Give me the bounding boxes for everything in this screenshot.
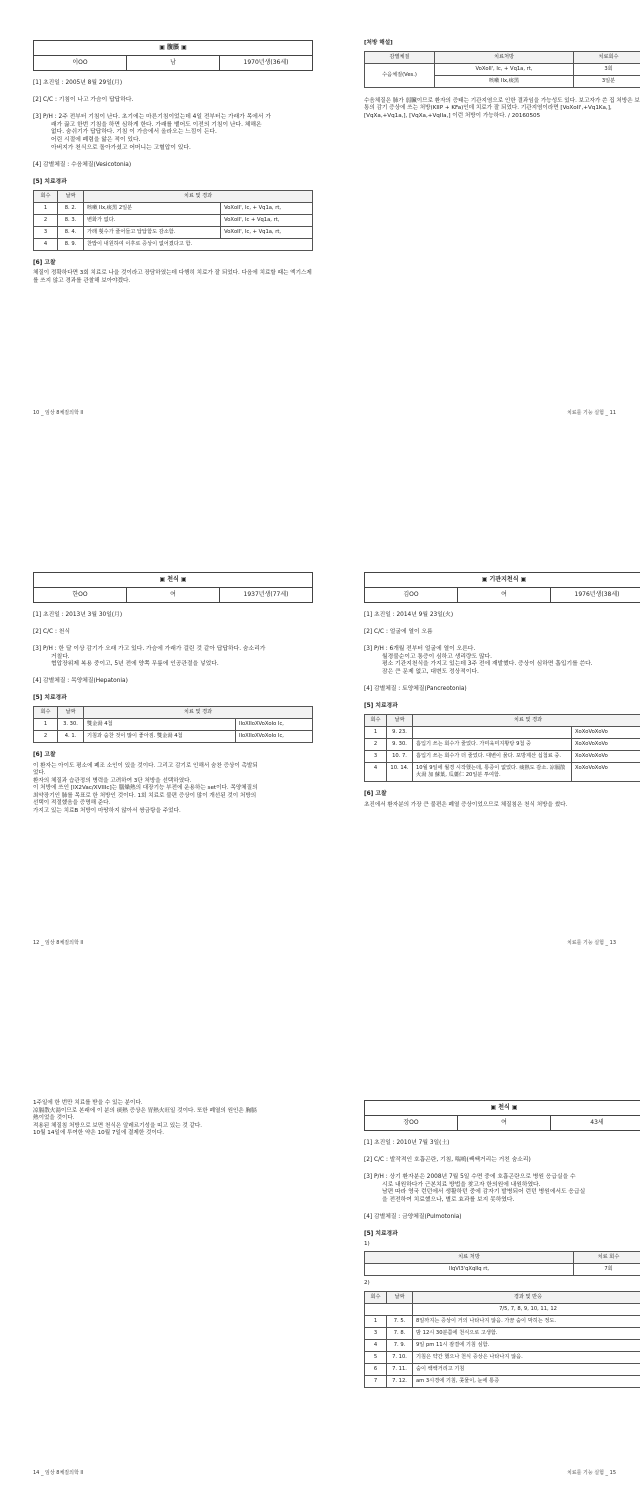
- cell: 4: [34, 238, 58, 250]
- table-row: [365, 738, 640, 750]
- treatment-heading: [5] 치료경과: [33, 178, 67, 185]
- page-14: [33, 1100, 313, 1138]
- page-footer: 치료를 기능 실험 _ 11: [566, 410, 616, 416]
- cell: 9일 pm 11시 잠결에 기침 심함.: [413, 1339, 640, 1351]
- treatment-table: [364, 714, 640, 782]
- cell: 咳嗽 IIx,痰黑 2일분: [84, 202, 221, 214]
- discussion-text: 체질이 정확하다면 3회 치료로 나을 것이라고 장담하였는데 다행히 치료가 잘 되었다. 다음에 치료할 때는 엑기스제를 쓰지 않고 경과를 관찰해 보아야겠다.: [33, 270, 312, 284]
- table-row: [365, 762, 640, 781]
- cell: 7. 11.: [387, 1363, 413, 1375]
- history-line: 잠은 큰 문제 없고, 대변도 정상적이다.: [382, 669, 479, 676]
- table-row: [365, 63, 640, 75]
- table-row: [365, 1315, 640, 1327]
- cell: 3회: [574, 63, 640, 75]
- subsection-label: 2): [364, 1280, 370, 1287]
- cell: 1: [365, 726, 387, 738]
- history: [364, 646, 640, 677]
- cell: 8. 4.: [58, 226, 84, 238]
- cell: 7: [365, 1375, 387, 1387]
- discussion-heading: [6] 고찰: [33, 751, 56, 758]
- table-header: 치료 및 경과: [84, 706, 313, 718]
- cell: 3. 30.: [58, 718, 84, 730]
- table-row: [365, 750, 640, 762]
- case-title: ▣ 기관지천식 ▣: [365, 573, 640, 588]
- history-line: [3] P/H : 한 달 이상 감기가 오래 가고 있다. 가슴에 가래가 걸린 것 같아 답답하다. 숨소리가: [33, 645, 266, 652]
- first-visit: [1] 초진일 : 2010년 7월 3일(土): [364, 1140, 450, 1147]
- table-header: 치료 처방: [365, 1252, 574, 1264]
- table-header: 회수: [34, 190, 58, 202]
- discussion-heading: [6] 고찰: [33, 259, 56, 266]
- page-12: [33, 572, 313, 816]
- patient-sex: 여: [458, 1116, 551, 1130]
- cell: 雙金湯 4첩: [84, 718, 236, 730]
- patient-sex: 남: [127, 56, 220, 70]
- cell: 8. 9.: [58, 238, 84, 250]
- cell: VoXoII', Ic, + Vq1a, rt,: [221, 226, 313, 238]
- patient-birth: 1976년생(38세): [574, 591, 620, 599]
- cell: 9. 23.: [387, 726, 413, 738]
- cell: 7회: [574, 1264, 640, 1276]
- discussion-line: 환자의 체질과 습관정의 병력을 고려하여 3단 처방을 선택하였다.: [33, 777, 192, 784]
- cell: 기침은 약간 했으나 천식 증상은 나타나지 않음.: [413, 1351, 640, 1363]
- history-line: 협압장위제 복용 중이고, 5년 전에 양쪽 무릎에 인공관절을 넣었다.: [51, 661, 219, 668]
- table-header: 날짜: [387, 1291, 413, 1303]
- text-line: 10월 14일에 투여한 약은 10월 7일에 결제한 것이다.: [33, 1130, 164, 1137]
- cell: 가래 횟수가 줄어들고 답답함도 감소함.: [84, 226, 221, 238]
- cell: 3: [365, 750, 387, 762]
- table-row: [34, 214, 313, 226]
- page-15: [364, 1100, 640, 1388]
- patient-sex: 여: [127, 588, 220, 602]
- page-footer: 12 _ 임상 8체질의학 II: [33, 940, 84, 946]
- table-row: [365, 726, 640, 738]
- table-header: 날짜: [58, 706, 84, 718]
- page-footer: 14 _ 임상 8체질의학 II: [33, 1470, 84, 1476]
- first-visit: [1] 초진일 : 2014년 9월 23일(火): [364, 612, 454, 619]
- patient-name: 이OO: [34, 56, 127, 70]
- cell: 10. 14.: [387, 762, 413, 781]
- cell: VoXoII', Ic, + Vq1a, rt,: [221, 202, 313, 214]
- table-row: [34, 202, 313, 214]
- cell: VoXoII', Ic + Vq1a, rt,: [221, 214, 313, 226]
- cell: 7/5, 7, 8, 9, 10, 11, 12: [413, 1303, 640, 1315]
- case-header: [33, 572, 313, 603]
- treatment-heading: [5] 치료경과: [364, 1230, 398, 1237]
- cell: 기침과 숨찬 것이 많이 좋아짐. 雙金湯 4첩: [84, 730, 236, 742]
- cell: 흡입기 쓰는 회수가 줄었다. 가미육미지황탕 9첩 중: [413, 738, 572, 750]
- prescription-heading: [처방 해설]: [364, 40, 393, 46]
- page-footer: 치료를 기능 실험 _ 13: [566, 940, 616, 946]
- patient-birth: 1937년생(77세): [243, 591, 289, 599]
- chief-complaint: [2] C/C : 천식: [33, 629, 70, 635]
- cell: 9. 30.: [387, 738, 413, 750]
- history-line: 남편 따라 영국 런던에서 생활하던 중에 감자기 발병되어 런던 병원에서도 응급실: [382, 1189, 586, 1196]
- table-row: [365, 1339, 640, 1351]
- cell: 7. 8.: [387, 1327, 413, 1339]
- discussion-text: [33, 763, 313, 816]
- cell: 7. 12.: [387, 1375, 413, 1387]
- cell: 2: [34, 214, 58, 226]
- continued-text: [33, 1100, 313, 1138]
- cell: 변화가 없다.: [84, 214, 221, 226]
- text-line: 凉膈散火湯이므로 본래에 이 분의 痰熱 증상은 胃熱火旺일 것이다. 또한 폐열의 원인은 胸膈: [33, 1107, 257, 1114]
- patient-name: 김OO: [365, 588, 458, 602]
- cell: 수음체질(Ves.): [365, 63, 435, 87]
- chief-complaint: [2] C/C : 기침이 나고 가슴이 답답하다.: [33, 97, 134, 103]
- chief-complaint: [2] C/C : 얼굴에 열이 오름: [364, 629, 433, 635]
- text-line: 적용된 체질침 처방으로 보면 천식은 알레르기성을 띠고 있는 것 같다.: [33, 1122, 203, 1129]
- cell: XoXoVoXoVo: [572, 738, 640, 750]
- subsection-label: 1): [364, 1240, 370, 1247]
- constitution: [4] 감별체질 : 금양체질(Pulmotonia): [364, 1214, 462, 1221]
- discussion-heading: [6] 고찰: [364, 790, 387, 797]
- cell: 2: [34, 730, 58, 742]
- treatment-table: [33, 190, 313, 251]
- case-header: [364, 572, 640, 603]
- history-line: 래가 끓고 한번 기침을 하면 심하게 한다. 가래를 뱉어도 이전의 기침이 난다. 체해온: [51, 121, 262, 128]
- cell: 6: [365, 1363, 387, 1375]
- history-line: [3] P/H : 2주 전부터 기침이 난다. 초기에는 마른기침이었는데 4일 전부터는 가래가 목에서 가: [33, 113, 271, 120]
- cell: 咳嗽 IIx,痰黑: [435, 75, 574, 87]
- constitution: [4] 감별체질 : 목양체질(Hepatonia): [33, 678, 128, 685]
- table-row: [34, 238, 313, 250]
- table-header: 날짜: [387, 714, 413, 726]
- history-line: 거칠다.: [51, 653, 70, 660]
- patient-birth: 1970년생(36세): [243, 59, 289, 67]
- cell: IIqVI3'qXqIIq rt,: [365, 1264, 574, 1276]
- cell: 3일분: [574, 75, 640, 87]
- table-row: [365, 1351, 640, 1363]
- patient-name: 한OO: [34, 588, 127, 602]
- table-header: 치료 회수: [574, 1252, 640, 1264]
- history-line: [3] P/H : 6개월 전부터 얼굴에 열이 오른다.: [364, 645, 476, 652]
- cell: 흡입기 쓰는 회수가 더 줄었다. 대변이 묽다. 포방제산 십첩료 중.: [413, 750, 572, 762]
- history-line: 을 전전하여 치료했으나, 별로 효과를 보지 못하였다.: [382, 1197, 515, 1204]
- prescription-text: 수음체질은 肺가 弱臟이므로 환자의 증태는 기관지염으로 인한 결과임을 가능성도 있다. 보고자가 쓴 집 처방은 보통의 감기 증상에 쓰는 처방(KIIP + KFa)인데 치료가 잘 되었다. 기관지염이라면 [VoXoII',+Vq1Ka,], [VqXa,+Vq1a,], [VqXa,+VqIIa,] 이런 처방이 가능하다. / 20160505: [364, 97, 640, 119]
- cell: 3: [34, 226, 58, 238]
- page-footer: 치료를 기능 실험 _ 15: [566, 1470, 616, 1476]
- cell: am 3시경에 기침, 콧물이, 눈에 통증: [413, 1375, 640, 1387]
- cell: 1: [34, 202, 58, 214]
- history-line: 평소 기관지천식을 가지고 있는데 3주 전에 재발했다. 증상이 심하면 흡입기를 쓴다.: [382, 661, 593, 668]
- chief-complaint: [2] C/C : 발작적인 호흡곤란, 기침, 喘鳴(쌕쌕거리는 거친 숨소리): [364, 1157, 531, 1163]
- discussion-text: 초진에서 환자분의 가장 큰 불편은 폐열 증상이었으므로 체질침은 천식 처방을 썼다.: [364, 801, 568, 808]
- cell: 7. 9.: [387, 1339, 413, 1351]
- discussion-line: 가지고 있는 치료B 처방이 마땅하지 않아서 쌍금탕을 주었다.: [33, 808, 181, 815]
- page-footer: 10 _ 임상 8체질의학 II: [33, 410, 84, 416]
- table-header: 회수: [34, 706, 58, 718]
- treatment-heading: [5] 치료경과: [33, 695, 67, 702]
- table-row: [365, 1264, 640, 1276]
- patient-name: 장OO: [365, 1116, 458, 1130]
- first-visit: [1] 초진일 : 2005년 8월 29일(月): [33, 80, 123, 87]
- page-10: [33, 40, 313, 285]
- prescription-table: [364, 1251, 640, 1276]
- patient-sex: 여: [458, 588, 551, 602]
- first-visit: [1] 초진일 : 2013년 3월 30일(月): [33, 612, 123, 619]
- discussion-line: 이 처방에 쓰인 [IX2Vac/XVIIIc]는 腦燥熱의 대장기능 부전에 운용하는 set이다. 목양체질의: [33, 785, 258, 792]
- case-title: ▣ 천식 ▣: [34, 573, 312, 588]
- prescription-table: [364, 51, 640, 88]
- cell: 7. 10.: [387, 1351, 413, 1363]
- treatment-heading: [5] 치료경과: [364, 702, 398, 709]
- cell: 1: [34, 718, 58, 730]
- cell: XoXoVoXoVo: [572, 762, 640, 781]
- cell: 밤 12시 30분쯤에 천식으로 고생함.: [413, 1327, 640, 1339]
- cell: VoXoII', Ic, + Vq1a, rt,: [435, 63, 574, 75]
- history: [33, 114, 313, 153]
- case-title: ▣ 腹脹 ▣: [34, 41, 312, 56]
- table-header: 치료회수: [574, 51, 640, 63]
- cell: 1: [365, 1315, 387, 1327]
- cell: XoXoVoXoVo: [572, 726, 640, 738]
- table-header: 회수: [365, 1291, 387, 1303]
- cell: IIoXIIoXVoXoIo Ic,: [235, 730, 312, 742]
- table-header: 회수: [365, 714, 387, 726]
- history-line: [3] P/H : 상기 환자분은 2008년 7월 5일 수면 중에 호흡곤란으로 병원 응급실을 수: [364, 1173, 576, 1180]
- cell: 5: [365, 1351, 387, 1363]
- discussion-line: 최약장기인 肺를 목표로 한 처방인 것이다. 1회 치료로 불편 증상이 많이 개선된 것이 처방의: [33, 792, 257, 799]
- cell: 8일까지는 증상이 거의 나타나지 않음. 가끔 숨이 막히는 정도.: [413, 1315, 640, 1327]
- text-line: 熱이었을 것이다.: [33, 1115, 75, 1122]
- treatment-table: [33, 706, 313, 743]
- table-row: [365, 1327, 640, 1339]
- cell: [413, 726, 572, 738]
- cell: 4: [365, 762, 387, 781]
- table-header: 치료처방: [435, 51, 574, 63]
- cell: 3: [365, 1327, 387, 1339]
- cell: 10월 9일에 월경 시작했는데, 통증이 없었다. 痰熱도 감소. 凉膈散火湯 加 蘇葉, 瓜蔞仁 20일분 투여함.: [413, 762, 572, 781]
- discussion-line: 이 환자는 아이도 평소에 폐조 소인이 있을 것이다. 그리고 감기로 인해서 숨찬 증상이 촉발되: [33, 762, 258, 769]
- table-row: [34, 718, 313, 730]
- cell: 8. 3.: [58, 214, 84, 226]
- history-line: 월경불순이고 통증이 심하고 생리량도 많다.: [382, 653, 493, 660]
- cell: 2: [365, 738, 387, 750]
- table-row: [365, 1363, 640, 1375]
- history-line: 아버지가 천식으로 돌아가셨고 어머니는 고혈압이 있다.: [51, 145, 191, 152]
- cell: IIoXIIoXVoXoIo Ic,: [235, 718, 312, 730]
- table-row: [34, 226, 313, 238]
- constitution: [4] 감별체질 : 토양체질(Pancreotonia): [364, 686, 467, 693]
- progress-table: [364, 1291, 640, 1388]
- case-title: ▣ 천식 ▣: [365, 1101, 640, 1116]
- history-line: 어린 시절에 폐렴을 앓은 적이 있다.: [51, 137, 141, 144]
- constitution: [4] 감별체질 : 수음체질(Vesicotonia): [33, 161, 132, 168]
- cell: 숨이 쌕쌕거리고 기침: [413, 1363, 640, 1375]
- discussion-line: 었다.: [33, 770, 46, 777]
- cell: 8. 2.: [58, 202, 84, 214]
- cell: [365, 1303, 413, 1315]
- cell: XoXoVoXoVo: [572, 750, 640, 762]
- page-13: [364, 572, 640, 809]
- discussion-line: 선택이 적절했음을 증명해 준다.: [33, 800, 111, 807]
- history: [33, 646, 313, 669]
- text-line: 1주일에 한 번만 치료를 받을 수 있는 분이다.: [33, 1100, 143, 1106]
- table-header: 날짜: [58, 190, 84, 202]
- table-header: 치료 및 경과: [413, 714, 640, 726]
- patient-birth: 43세: [590, 1119, 604, 1127]
- cell: 4: [365, 1339, 387, 1351]
- cell: 찬밥이 내원하여 이후로 증상이 없어졌다고 함.: [84, 238, 313, 250]
- cell: 7. 5.: [387, 1315, 413, 1327]
- history-line: 시로 내원하다가 근본치료 방법을 찾고자 한의원에 내원하였다.: [382, 1181, 541, 1188]
- case-header: [364, 1100, 640, 1131]
- table-header: 감별체질: [365, 51, 435, 63]
- table-header: 치료 및 경과: [84, 190, 313, 202]
- table-row: [34, 730, 313, 742]
- cell: 4. 1.: [58, 730, 84, 742]
- cell: 10. 7.: [387, 750, 413, 762]
- history-line: 없다. 숨쉬기가 답답하다. 기침 이 가슴에서 올라오는 느낌이 든다.: [51, 129, 217, 136]
- case-header: [33, 40, 313, 71]
- table-header: 경과 및 반응: [413, 1291, 640, 1303]
- history: [364, 1174, 640, 1205]
- table-row: [365, 1375, 640, 1387]
- page-11: [364, 40, 640, 120]
